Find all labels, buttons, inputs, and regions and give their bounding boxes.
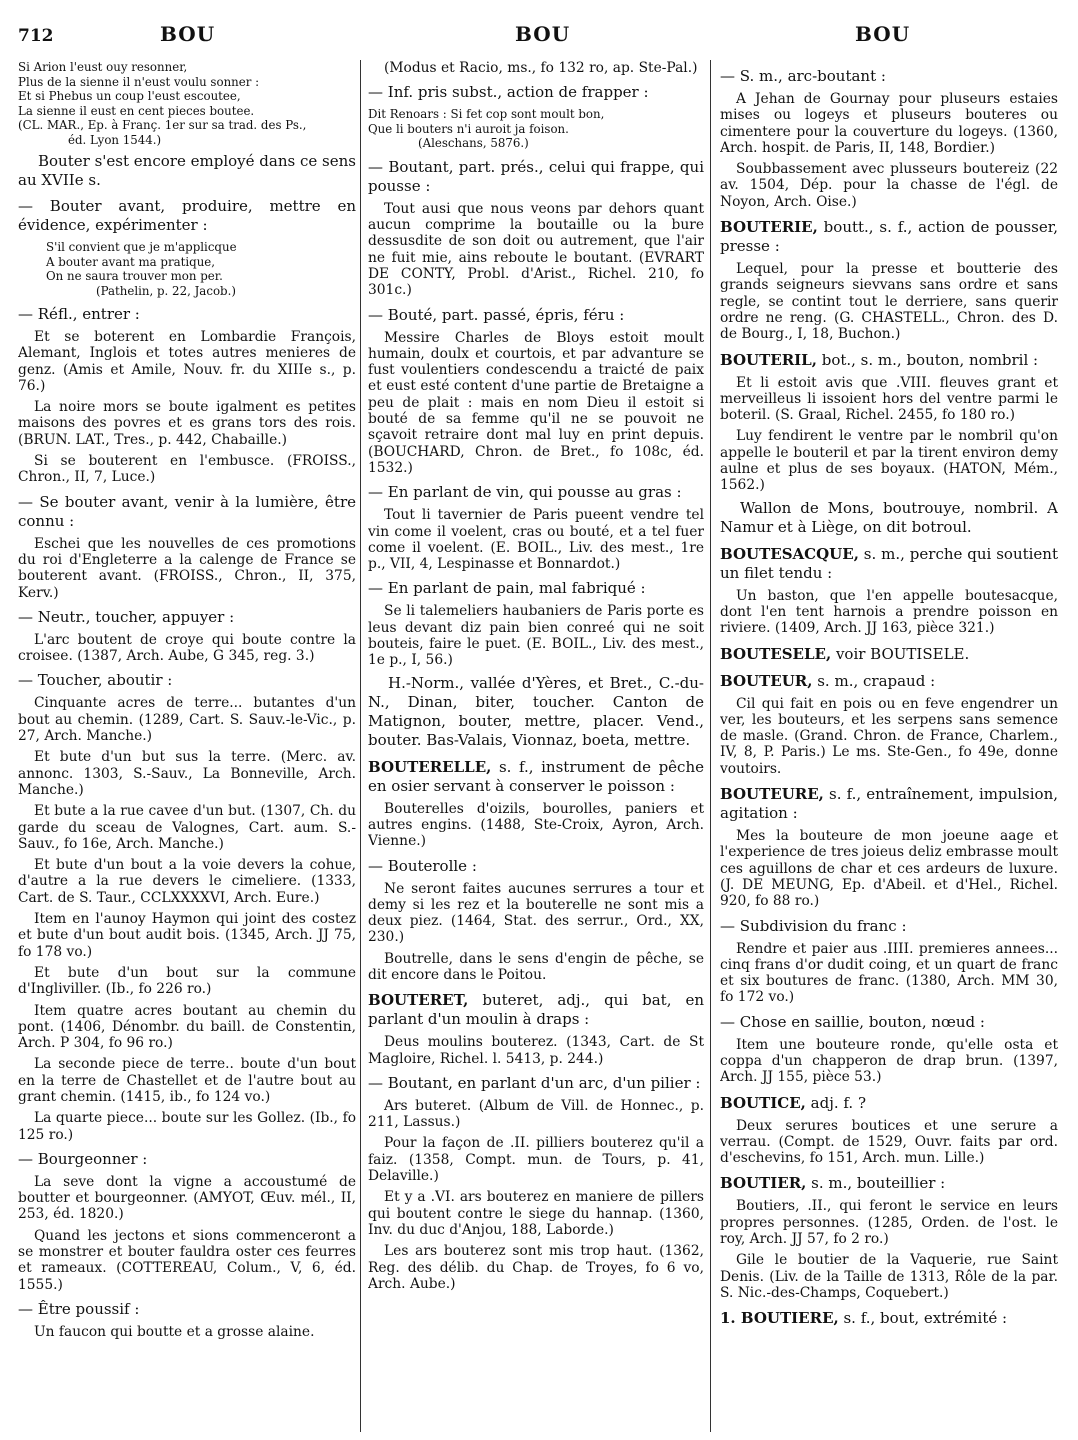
sense-heading: — Toucher, aboutir : [18, 671, 173, 690]
verse-quote [368, 107, 704, 151]
dictionary-entry [720, 218, 1058, 256]
verse-line: On ne saura trouver mon per. [46, 269, 223, 283]
citation: Et bute d'un bout sur la commune d'Ingliviller. (Ib., fo 226 ro.) [18, 964, 356, 998]
definition: s. f., bout, extrémité : [838, 1309, 1008, 1328]
definition: buteret, adj., qui bat, en parlant d'un moulin à draps : [368, 991, 704, 1029]
definition: adj. f. ? [805, 1093, 866, 1112]
citation: Deux serures boutices et une serure a verrau. (Compt. de 1529, Ouvr. faits par ord. d'eschevins, fo 151, Arch. mun. Lille.) [720, 1117, 1058, 1167]
running-head-right: BOU [855, 22, 911, 46]
gloss-paragraph: Bouter s'est encore employé dans ce sens au XVIIe s. [18, 152, 356, 189]
citation: Boutrelle, dans le sens d'engin de pêche, se dit encore dans le Poitou. [368, 950, 704, 983]
sense-heading: — Bouterolle : [368, 856, 477, 875]
page-header [0, 22, 1078, 52]
headword: BOUTESACQUE, [720, 544, 859, 563]
column-middle [368, 60, 704, 1440]
citation: Les ars bouterez sont mis trop haut. (1362, Reg. des délib. du Chap. de Troyes, fo 6 vo, Arch. Aube.) [368, 1243, 704, 1292]
citation: Ars buteret. (Album de Vill. de Honnec., p. 211, Lassus.) [368, 1097, 704, 1131]
citation: La seconde piece de terre.. boute d'un bout en la terre de Chastellet et de l'autre bout au grant chemin. (1415, ib., fo 124 vo.) [18, 1056, 356, 1105]
citation: Item une bouteure ronde, qu'elle osta et coppa d'un chapperon de drap brun. (1397, Arch. JJ 155, pièce 53.) [720, 1036, 1058, 1086]
verse-line: (CL. MAR., Ep. à Franç. 1er sur sa trad. des Ps., [18, 118, 307, 132]
verse-line: (Aleschans, 5876.) [418, 136, 529, 151]
citation: Un baston, que l'en appelle boutesacque, dont l'en tent harnois a prendre poisson en riviere. (1409, Arch. JJ 163, pièce 321.) [720, 587, 1058, 637]
gloss-paragraph: H.-Norm., vallée d'Yères, et Bret., C.-du-N., Dinan, biter, toucher. Canton de Matignon, bouter, mettre, placer. Vend., bouter. Bas-Valais, Vionnaz, boeta, mettre. [368, 673, 704, 749]
verse-line: éd. Lyon 1544.) [68, 132, 162, 147]
dictionary-entry [720, 1174, 1058, 1193]
definition: voir BOUTISELE. [831, 644, 970, 663]
column-left [18, 60, 356, 1440]
citation: Ne seront faites aucunes serrures a tour et demy si les rez et la bouterelle ne sont mis a deux piez. (1464, Stat. des serrur., Ord., XX, 230.) [368, 880, 704, 946]
verse-line: A bouter avant ma pratique, [46, 254, 216, 269]
definition: boutt., s. f., action de pousser, presse : [720, 218, 1058, 256]
verse-line: Si Arion l'eust ouy resonner, [18, 60, 188, 74]
citation: Un faucon qui boutte et a grosse alaine. [34, 1323, 315, 1340]
definition: s. f., instrument de pêche en osier servant à conserver le poisson : [368, 757, 704, 795]
citation: (Modus et Racio, ms., fo 132 ro, ap. Ste-Pal.) [384, 60, 698, 76]
sense-heading: — Bouter avant, produire, mettre en évidence, expérimenter : [18, 197, 356, 234]
citation: Tout ausi que nous veons par dehors quant aucun comprime la boutaille ou la bure dessusdite de son doit ou autrement, que l'air ne fuit mie, ains reboute le boutant. (EVRART DE CONTY, Probl. d'Arist., Richel. 210, fo 301c.) [368, 200, 704, 299]
dictionary-entry [720, 672, 1058, 691]
headword: BOUTERELLE, [368, 757, 492, 776]
citation: Item quatre acres boutant au chemin du pont. (1406, Dénombr. du baill. de Constentin, Arch. P 304, fo 96 ro.) [18, 1002, 356, 1052]
verse-line: Dit Renoars : Si fet cop sont moult bon, [368, 107, 605, 122]
dictionary-entry [720, 1309, 1058, 1328]
sense-heading: — Neutr., toucher, appuyer : [18, 607, 235, 626]
sense-heading: — En parlant de pain, mal fabriqué : [368, 579, 646, 598]
headword: 1. BOUTIERE, [720, 1309, 839, 1328]
column-divider [360, 60, 361, 1432]
citation: Se li talemeliers haubaniers de Paris porte es leus devant diz pain bien conreé qui ne soit bouteis, faire le puet. (E. BOIL., Liv. des mest., 1e p., I, 56.) [368, 603, 704, 669]
headword: BOUTERIL, [720, 350, 817, 369]
column-divider [710, 60, 711, 1432]
citation: Boutiers, .II., qui feront le service en leurs propres personnes. (1285, Orden. de l'ost. le roy, Arch. JJ 57, fo 2 ro.) [720, 1198, 1058, 1248]
verse-line: Plus de la sienne il n'eust voulu sonner : [18, 74, 260, 89]
citation: Rendre et paier aus .IIII. premieres annees... cinq frans d'or dudit coing, et un quart de franc et six boutures de franc. (1380, Arch. MM 30, fo 172 vo.) [720, 940, 1058, 1006]
sense-heading: — Boutant, part. prés., celui qui frappe, qui pousse : [368, 157, 704, 195]
citation: Deus moulins bouterez. (1343, Cart. de St Magloire, Richel. l. 5413, p. 244.) [368, 1034, 704, 1067]
headword: BOUTERIE, [720, 218, 818, 237]
citation: Et se boterent en Lombardie François, Alemant, Inglois et totes autres menieres de genz. (Amis et Amile, Nouv. fr. du XIIIe s., p. 76.) [18, 329, 356, 394]
definition: bot., s. m., bouton, nombril : [816, 350, 1039, 369]
definition: s. f., entraînement, impulsion, agitation : [720, 785, 1058, 823]
citation: La seve dont la vigne a accoustumé de boutter et bourgeonner. (AMYOT, Œuv. mél., II, 253, éd. 1820.) [18, 1173, 356, 1223]
sense-heading: — Bourgeonner : [18, 1149, 148, 1168]
sense-heading: — Inf. pris subst., action de frapper : [368, 83, 649, 102]
verse-line: Que li bouters n'i auroit ja foison. [368, 121, 569, 136]
definition: s. m., crapaud : [812, 671, 936, 690]
sense-heading: — Subdivision du franc : [720, 916, 907, 935]
headword: BOUTEURE, [720, 785, 824, 804]
citation: L'arc boutent de croye qui boute contre la croisee. (1387, Arch. Aube, G 345, reg. 3.) [18, 631, 356, 665]
sense-heading: — Bouté, part. passé, épris, féru : [368, 305, 625, 324]
dictionary-entry [720, 351, 1058, 370]
sense-heading: — Se bouter avant, venir à la lumière, être connu : [18, 492, 356, 530]
citation: Messire Charles de Bloys estoit moult humain, doulx et courtois, et par advanture se fust voulentiers condescendu a traicté de paix et eust esté content d'une partie de Bretaigne a peu de plait : mais en nom Dieu il estoit si bouté de sa femme qu'il ne se pouvoit ne sçavoit retraire dont mal luy en print depuis. (BOUCHARD, Chron. de Bret., fo 108c, éd. 1532.) [368, 329, 704, 476]
verse-line: La sienne il eust en cent pieces boutee. [18, 103, 255, 118]
verse-line: Et si Phebus un coup l'eust escoutee, [18, 89, 241, 103]
headword: BOUTICE, [720, 1093, 806, 1112]
citation: Tout li tavernier de Paris pueent vendre tel vin come il voelent, cras ou bouté, et a tel fuer come il voelent. (E. BOIL., Liv. des mest., 1re p., VII, 4, Lespinasse et Bonnardot.) [368, 507, 704, 573]
dictionary-entry [368, 991, 704, 1029]
citation: Soubbassement avec plusseurs boutereiz (22 av. 1504, Dép. pour la chasse de l'égl. de Noyon, Arch. Oise.) [720, 161, 1058, 210]
dictionary-entry [368, 758, 704, 796]
citation: Luy fendirent le ventre par le nombril qu'on appelle le bouteril et par la tirent environ demy aulne et plus de ses boyaux. (HATON, Mém., 1562.) [720, 428, 1058, 494]
citation: Cil qui fait en pois ou en feve engendrer un ver, les bouteurs, et les serpens sans semence de masle. (Grand. Chron. de France, Charlem., IV, 8, P. Paris.) Le ms. Ste-Gen., fo 49e, donne voutoirs. [720, 695, 1058, 777]
headword: BOUTESELE, [720, 644, 832, 663]
definition: s. m., bouteillier : [806, 1174, 946, 1193]
citation: Eschei que les nouvelles de ces promotions du roi d'Engleterre a la calenge de France se bouterent avant. (FROISS., Chron., II, 375, Kerv.) [18, 535, 356, 601]
verse-line: S'il convient que je m'applicque [46, 240, 237, 254]
gloss-paragraph: Wallon de Mons, boutrouye, nombril. A Namur et à Liège, on dit botroul. [720, 498, 1058, 536]
citation: Gile le boutier de la Vaquerie, rue Saint Denis. (Liv. de la Taille de 1313, Rôle de la par. S. Nic.-des-Champs, Coquebert.) [720, 1252, 1058, 1301]
verse-quote [18, 60, 356, 147]
headword: BOUTERET, [368, 991, 469, 1010]
citation: Et bute d'un bout a la voie devers la cohue, d'autre a la rue devers le cimeliere. (1333, Cart. de S. Taur., CCLXXXXVI, Arch. Eure.) [18, 857, 356, 906]
dictionary-entry [720, 545, 1058, 583]
citation: Item en l'aunoy Haymon qui joint des costez et bute d'un bout audit bois. (1345, Arch. JJ 75, fo 178 vo.) [18, 911, 356, 960]
citation: La quarte piece... boute sur les Gollez. (Ib., fo 125 ro.) [18, 1110, 356, 1143]
citation: Bouterelles d'oizils, bourolles, paniers et autres engins. (1488, Ste-Croix, Ayron, Arch. Vienne.) [368, 800, 704, 850]
citation: Si se bouterent en l'embusce. (FROISS., Chron., II, 7, Luce.) [18, 453, 356, 486]
definition: s. m., perche qui soutient un filet tendu : [720, 544, 1058, 582]
headword: BOUTIER, [720, 1174, 807, 1193]
page-number: 712 [18, 26, 54, 46]
verse-quote [18, 240, 356, 298]
citation: Mes la bouteure de mon joeune aage et l'experience de tres joieus deliz embrasse moult ces aguillons de char et ces ardeurs de luxure. (J. DE MEUNG, Ep. d'Abeil. et d'Hel., Richel. 920, fo 88 ro.) [720, 828, 1058, 910]
citation: Cinquante acres de terre... butantes d'un bout au chemin. (1289, Cart. S. Sauv.-le-Vic., p. 27, Arch. Manche.) [18, 695, 356, 745]
dictionary-entry [720, 1094, 1058, 1113]
dictionary-entry [720, 785, 1058, 823]
running-head-center: BOU [515, 22, 571, 46]
citation: A Jehan de Gournay pour pluseurs estaies mises ou logeys et pluseurs bouteres ou cimentere pour la couverture du logeys. (1360, Arch. hospit. de Paris, II, 148, Bordier.) [720, 91, 1058, 156]
citation: Quand les jectons et sions commenceront a se monstrer et bouter fauldra oster ces feurres et rameaux. (COTTEREAU, Colum., V, 6, éd. 1555.) [18, 1227, 356, 1293]
sense-heading: — Boutant, en parlant d'un arc, d'un pilier : [368, 1073, 701, 1092]
citation: La noire mors se boute igalment es petites maisons des povres et es grans tors des rois. (BRUN. LAT., Tres., p. 442, Chabaille.) [18, 399, 356, 448]
dictionary-entry [720, 645, 1058, 664]
sense-heading: — Être poussif : [18, 1299, 140, 1318]
sense-heading: — En parlant de vin, qui pousse au gras : [368, 483, 682, 502]
citation: Et li estoit avis que .VIII. fleuves grant et merveilleus li issoient hors del ventre parmi le boteril. (S. Graal, Richel. 2455, fo 180 ro.) [720, 374, 1058, 424]
headword: BOUTEUR, [720, 671, 813, 690]
citation: Pour la façon de .II. pilliers bouterez qu'il a faiz. (1358, Compt. mun. de Tours, p. 41, Delaville.) [368, 1135, 704, 1185]
sense-heading: — Chose en saillie, bouton, nœud : [720, 1012, 985, 1031]
sense-heading: — S. m., arc-boutant : [720, 67, 886, 85]
verse-line: (Pathelin, p. 22, Jacob.) [96, 283, 236, 298]
citation: Lequel, pour la presse et boutterie des grands seigneurs sievvans sans ordre et sans regle, se contint tout le derriere, sans querir ordre ne reng. (G. CHASTELL., Chron. des D. de Bourg., I, 18, Buchon.) [720, 261, 1058, 343]
sense-heading: — Réfl., entrer : [18, 305, 140, 323]
citation: Et bute a la rue cavee d'un but. (1307, Ch. du garde du sceau de Valognes, Cart. aum. S.-Sauv., fo 16e, Arch. Manche.) [18, 803, 356, 852]
citation: Et bute d'un but sus la terre. (Merc. av. annonc. 1303, S.-Sauv., La Bonneville, Arch. Manche.) [18, 749, 356, 798]
column-right [720, 60, 1058, 1440]
citation: Et y a .VI. ars bouterez en maniere de pillers qui boutent contre le siege du hannap. (1360, Inv. du duc d'Anjou, 188, Laborde.) [368, 1189, 704, 1238]
running-head-left: BOU [160, 22, 216, 46]
